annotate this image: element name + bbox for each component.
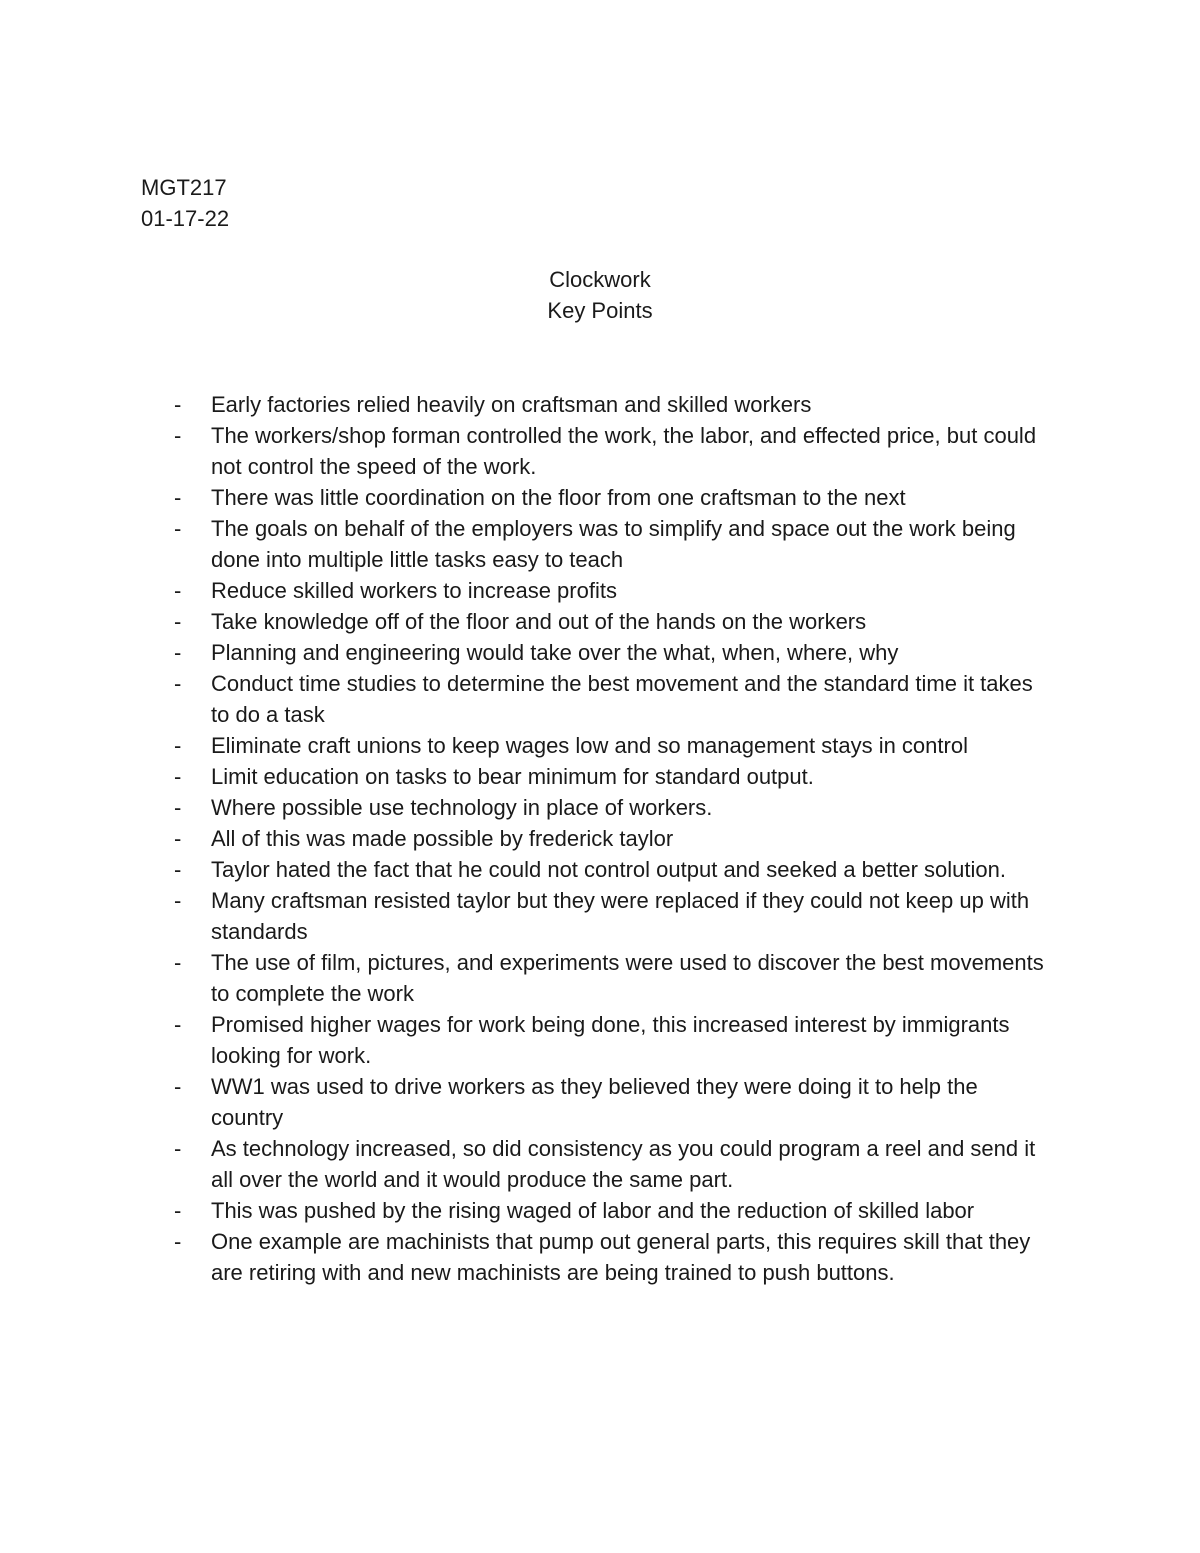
bullet-marker: - [174, 671, 182, 696]
list-item-text: Reduce skilled workers to increase profits [211, 578, 617, 603]
list-item [170, 1195, 1050, 1226]
document-title [0, 264, 1200, 326]
list-item [170, 575, 1050, 606]
list-item [170, 513, 1050, 575]
bullet-marker: - [174, 795, 182, 820]
list-item-text: Take knowledge off of the floor and out of the hands on the workers [211, 609, 867, 634]
list-item [170, 854, 1050, 885]
list-item [170, 482, 1050, 513]
note-date: 01-17-22 [141, 206, 230, 231]
list-item-text: This was pushed by the rising waged of labor and the reduction of skilled labor [211, 1198, 975, 1223]
list-item-text: As technology increased, so did consistency as you could program a reel and send it all over the world and it would produce the same part. [211, 1136, 1036, 1192]
list-item-text: All of this was made possible by frederick taylor [211, 826, 674, 851]
title-subtitle: Key Points [547, 298, 653, 323]
bullet-marker: - [174, 609, 182, 634]
list-item-text: WW1 was used to drive workers as they believed they were doing it to help the country [211, 1074, 978, 1130]
bullet-marker: - [174, 1229, 182, 1254]
list-item [170, 792, 1050, 823]
list-item-text: Eliminate craft unions to keep wages low and so management stays in control [211, 733, 968, 758]
list-item-text: Many craftsman resisted taylor but they were replaced if they could not keep up with standards [211, 888, 1030, 944]
bullet-marker: - [174, 888, 182, 913]
list-item-text: Limit education on tasks to bear minimum for standard output. [211, 764, 814, 789]
list-item-text: One example are machinists that pump out general parts, this requires skill that they are retiring with and new machinists are being trained to push buttons. [211, 1229, 1031, 1285]
list-item [170, 823, 1050, 854]
list-item-text: The use of film, pictures, and experiments were used to discover the best movements to complete the work [211, 950, 1044, 1006]
document-header [141, 172, 229, 234]
bullet-marker: - [174, 578, 182, 603]
bullet-marker: - [174, 423, 182, 448]
list-item-text: There was little coordination on the floor from one craftsman to the next [211, 485, 906, 510]
list-item [170, 389, 1050, 420]
title-main: Clockwork [549, 267, 651, 292]
bullet-marker: - [174, 1198, 182, 1223]
list-item [170, 420, 1050, 482]
list-item [170, 761, 1050, 792]
bullet-marker: - [174, 485, 182, 510]
list-item-text: Conduct time studies to determine the best movement and the standard time it takes to do a task [211, 671, 1033, 727]
bullet-marker: - [174, 733, 182, 758]
bullet-marker: - [174, 764, 182, 789]
list-item [170, 668, 1050, 730]
bullet-marker: - [174, 1136, 182, 1161]
list-item [170, 730, 1050, 761]
list-item-text: Where possible use technology in place of workers. [211, 795, 713, 820]
list-item [170, 606, 1050, 637]
list-item [170, 1071, 1050, 1133]
list-item [170, 885, 1050, 947]
list-item-text: Promised higher wages for work being done, this increased interest by immigrants looking for work. [211, 1012, 1010, 1068]
list-item [170, 1226, 1050, 1288]
list-item-text: The workers/shop forman controlled the work, the labor, and effected price, but could not control the speed of the work. [211, 423, 1037, 479]
bullet-marker: - [174, 1012, 182, 1037]
course-code: MGT217 [141, 175, 227, 200]
bullet-marker: - [174, 1074, 182, 1099]
bullet-marker: - [174, 950, 182, 975]
list-item [170, 947, 1050, 1009]
list-item [170, 1133, 1050, 1195]
list-item-text: Planning and engineering would take over the what, when, where, why [211, 640, 899, 665]
bullet-marker: - [174, 857, 182, 882]
key-points-list [170, 389, 1050, 1288]
list-item-text: The goals on behalf of the employers was to simplify and space out the work being done into multiple little tasks easy to teach [211, 516, 1016, 572]
list-item-text: Taylor hated the fact that he could not control output and seeked a better solution. [211, 857, 1006, 882]
bullet-marker: - [174, 640, 182, 665]
list-item-text: Early factories relied heavily on craftsman and skilled workers [211, 392, 812, 417]
bullet-marker: - [174, 516, 182, 541]
bullet-marker: - [174, 392, 182, 417]
list-item [170, 637, 1050, 668]
bullet-marker: - [174, 826, 182, 851]
list-item [170, 1009, 1050, 1071]
